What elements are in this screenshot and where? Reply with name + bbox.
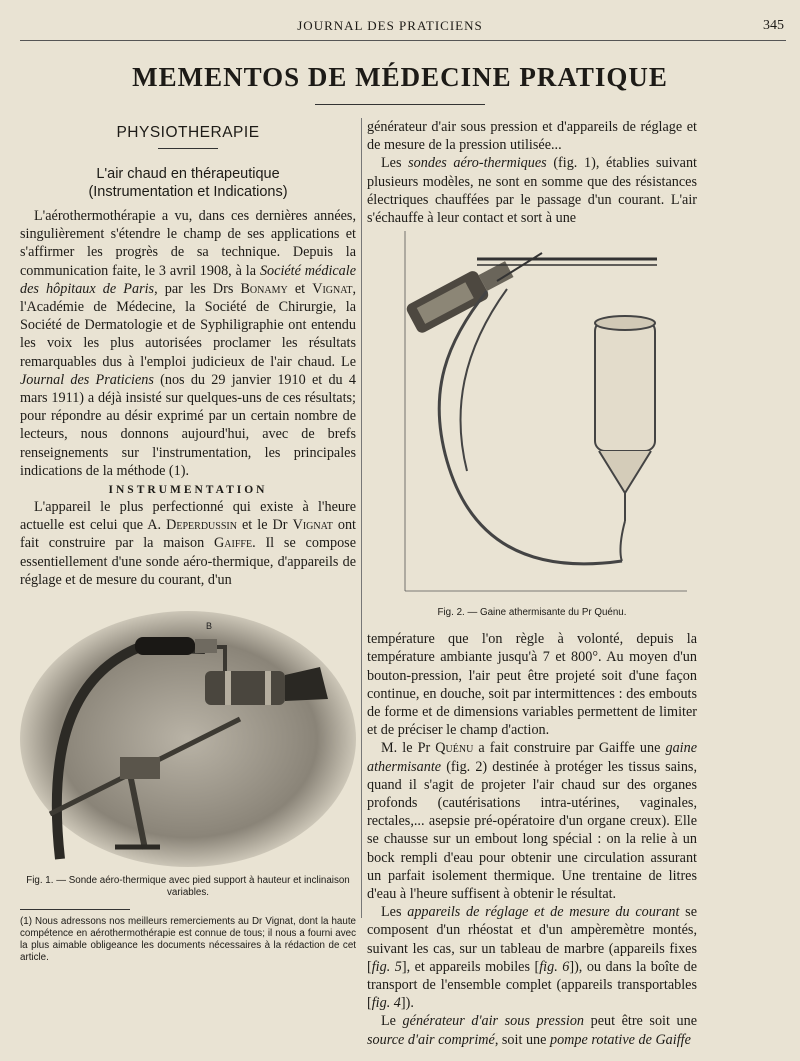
name-deperdussin: Deperdussin (166, 517, 237, 534)
instr-text-3: ont fait construire par la maison (20, 517, 356, 552)
intro-text-2: , par les Drs (154, 280, 234, 297)
section-title: MEMENTOS DE MÉDECINE PRATIQUE (132, 62, 668, 92)
name-gaiffe: Gaiffe (214, 535, 253, 552)
instr-text-1: L'appareil le plus perfectionné qui existe à l'heure actuelle est celui que A. (20, 499, 356, 534)
right-paragraph-3: température que l'on règle à volonté, depuis la température ambiante jusqu'à 7 et 800°. Au moyen d'un bouton-pression, l'air peut être projeté soit d'une façon continue, en douche, soit par intermittences : des embouts de forme et de dimensions variables permettent de limiter et de préciser le champ d'action. (367, 631, 697, 739)
rubric-rule (158, 148, 218, 149)
instrumentation-paragraph (20, 498, 356, 589)
left-column (20, 118, 356, 964)
p2-text-a: Les (381, 155, 409, 172)
fig6-ref: fig. 6 (539, 958, 570, 975)
figure-2 (367, 231, 697, 601)
article-title (20, 165, 356, 201)
article-title-line2: (Instrumentation et Indications) (88, 184, 288, 200)
p5-text-e: ]). (400, 995, 414, 1012)
p2-text-b: (fig. 1), établies suivant plusieurs modèles, ne sont en somme que des résistances électriques chauffées par le passage d'un courant. L'air s'échauffe à leur contact et sort à une (367, 155, 697, 227)
intro-paragraph (20, 207, 356, 480)
p5-text-b: se composent d'un rhéostat et d'un ampèremètre montés, suivant les cas, sur un tableau de marbre (appareils fixes [ (367, 904, 697, 975)
intro-text-3: et (287, 280, 313, 297)
gaine-term: gaine athermisante (367, 740, 697, 775)
fig5-ref: fig. 5 (371, 958, 402, 975)
right-paragraph-4 (367, 739, 697, 903)
svg-text:B: B (206, 621, 213, 632)
p6-text-c: , soit une (494, 1031, 550, 1048)
right-column (367, 118, 697, 1049)
name-quenu: Quénu (435, 740, 474, 757)
intro-text-4: , l'Académie de Médecine, la Société de Chirurgie, la Société de Dermatologie et de Syphiligraphie ont entendu les voix les plus autorisées proclamer les résultats remarquables dus à l'emploi judicieux de l'air chaud. Le (20, 280, 356, 370)
figure-2-illustration (367, 231, 697, 601)
generateur-term: générateur d'air sous pression (402, 1013, 585, 1030)
journal-name: Journal des Praticiens (20, 371, 154, 388)
p5-text-c: ], et appareils mobiles [ (401, 958, 540, 975)
fig4-ref: fig. 4 (371, 995, 401, 1012)
societe-hopitaux: Société médicale des hôpitaux de Paris (20, 262, 357, 297)
running-head (0, 18, 800, 38)
article-title-line1: L'air chaud en thérapeutique (96, 166, 280, 182)
p5-text-d: ]), ou dans la boîte de transport de l'ensemble complet (appareils transportables [ (367, 958, 698, 1012)
right-paragraph-1: générateur d'air sous pression et d'appareils de réglage et de mesure de la pression utilisée... (367, 119, 697, 154)
rubric: PHYSIOTHERAPIE (116, 124, 260, 141)
instr-text-2: et le Dr (236, 517, 293, 534)
intro-text-5: (nos du 29 janvier 1910 et du 4 mars 1911) a déjà insisté sur quelques-uns de ces résultats; pour répondre au désir exprimé par un certain nombre de lecteurs, nous donnons aujourd'hui, avec de brefs renseignements sur l'instrumentation, les principales indications de la méthode (1). (20, 371, 356, 479)
subheading-instrumentation: INSTRUMENTATION (108, 484, 268, 497)
name-vignat-2: Vignat (292, 517, 333, 534)
name-bonamy: Bonamy (240, 280, 288, 297)
right-paragraph-5 (367, 903, 697, 1012)
page-number: 345 (763, 18, 784, 33)
footnote-rule (20, 909, 130, 910)
p6-text-a: Le (381, 1013, 403, 1030)
appareils-term: appareils de réglage et de mesure du courant (407, 904, 680, 921)
head-rule (20, 40, 786, 41)
instr-text-4: . Il se compose essentiellement d'une sonde aéro-thermique, d'appareils de réglage et de mesure du courant, d'un (20, 535, 356, 588)
footnote: (1) Nous adressons nos meilleurs remerciements au Dr Vignat, dont la haute compétence en aérothermothérapie est connue de tous; il nous a fourni avec la plus aimable obligeance les documents nécessaires à la rédaction de cet article. (20, 916, 356, 964)
running-title: JOURNAL DES PRATICIENS (297, 18, 483, 33)
column-divider (361, 118, 362, 918)
figure-1-caption: Fig. 1. — Sonde aéro-thermique avec pied support à hauteur et inclinaison variables. (26, 875, 350, 899)
name-vignat: Vignat (312, 280, 353, 297)
right-paragraph-2 (367, 154, 697, 227)
right-paragraph-6 (367, 1012, 697, 1048)
source-term: source d'air comprimé (367, 1031, 495, 1048)
p4-text-a: M. le Pr (381, 740, 436, 757)
p6-text-b: peut être soit une (584, 1013, 697, 1030)
figure-1 (20, 609, 356, 871)
p4-text-c: (fig. 2) destinée à protéger les tissus sains, quand il s'agit de projeter l'air chaud sur des organes profonds (cautérisations intra-utérines, vaginales, rectales,... asepsie pré-opératoire d'un organe creux). Elle se chausse sur un embout long spécial : on la relie à un bock rempli d'eau pour obtenir une circulation assurant un parfait isolement thermique. Une trentaine de litres d'eau à l'heure suffisent à obtenir le résultat. (367, 758, 697, 903)
pompe-term: pompe rotative de Gaiffe (549, 1031, 691, 1048)
sondes-term: sondes aéro-thermiques (408, 155, 547, 172)
title-rule (315, 104, 485, 105)
figure-1-illustration (20, 609, 356, 871)
intro-text-1: L'aérothermothérapie a vu, dans ces dernières années, singulièrement s'étendre le champ de ses applications et s'affirmer les progrès de sa technique. Depuis la communication faite, le 3 avril 1908, à la (20, 208, 356, 279)
p5-text-a: Les (381, 904, 408, 921)
p4-text-b: a fait construire par Gaiffe une (473, 740, 666, 757)
figure-2-caption: Fig. 2. — Gaine athermisante du Pr Quénu. (437, 607, 627, 619)
